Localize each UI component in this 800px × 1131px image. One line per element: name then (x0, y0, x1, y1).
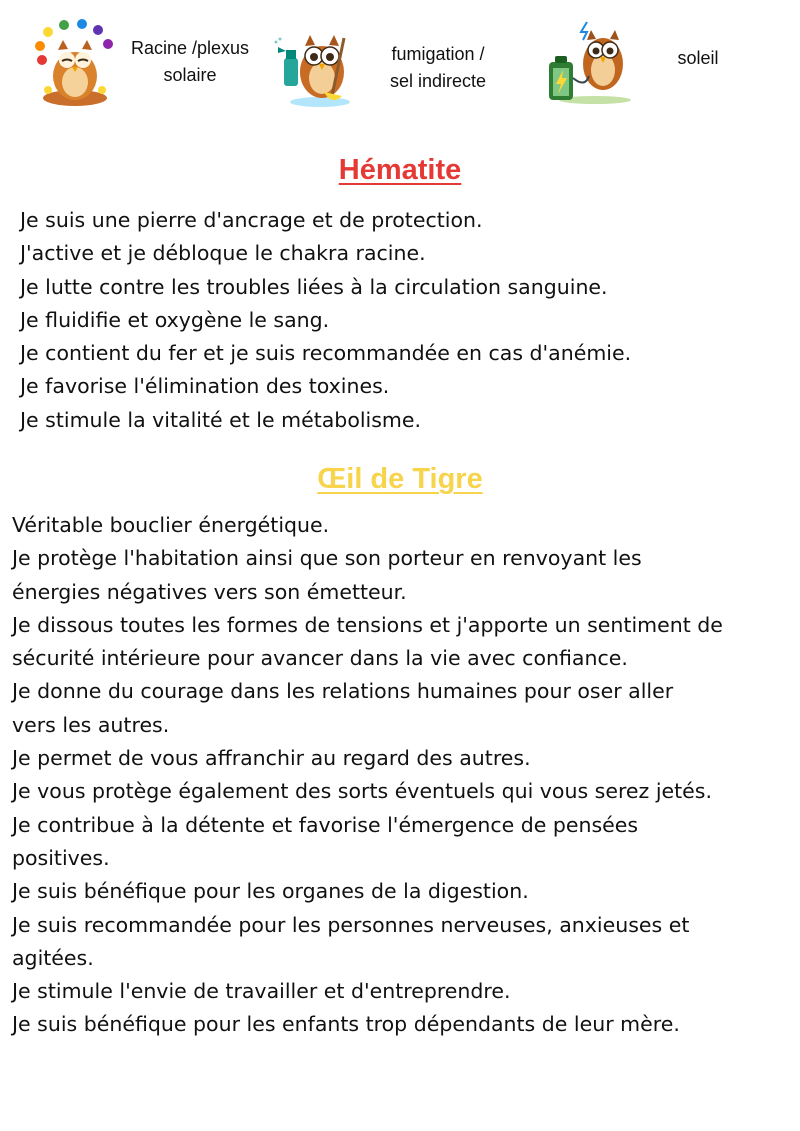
list-item: positives. (12, 845, 110, 870)
header-label-3 (628, 45, 768, 72)
list-item: Je donne du courage dans les relations humaines pour oser aller (12, 679, 674, 704)
oeil-de-tigre-properties-list (12, 509, 723, 1042)
list-item: Je suis bénéfique pour les enfants trop dépendants de leur mère. (12, 1012, 680, 1037)
section-title-oeil-de-tigre: Œil de Tigre (317, 463, 483, 495)
hematite-properties-list (20, 204, 631, 437)
list-item: Je contribue à la détente et favorise l'émergence de pensées (12, 812, 639, 837)
header (0, 0, 800, 115)
list-item: Je suis bénéfique pour les organes de la digestion. (12, 879, 529, 904)
list-item: Je favorise l'élimination des toxines. (20, 374, 390, 399)
list-item: Je lutte contre les troubles liées à la circulation sanguine. (20, 274, 608, 299)
header-label-2-line-2: sel indirecte (389, 71, 487, 91)
list-item: Je suis recommandée pour les personnes nerveuses, anxieuses et (12, 912, 690, 937)
header-label-1-line-2: solaire (163, 65, 217, 85)
header-label-2-line-1: fumigation / (391, 44, 485, 64)
header-label-2 (368, 41, 508, 95)
list-item: Je stimule la vitalité et le métabolisme. (20, 407, 422, 432)
list-item: Je protège l'habitation ainsi que son porteur en renvoyant les (12, 546, 642, 571)
cleaning-owl-spray-icon (272, 20, 362, 110)
list-item: Je vous protège également des sorts éventuels qui vous serez jetés. (12, 779, 712, 804)
meditating-owl-chakras-icon (30, 18, 120, 108)
owl-battery-charging-icon (545, 18, 635, 108)
list-item: énergies négatives vers son émetteur. (12, 579, 407, 604)
section-title-hematite: Hématite (338, 154, 462, 186)
header-label-3-line-1: soleil (677, 48, 719, 68)
list-item: sécurité intérieure pour avancer dans la vie avec confiance. (12, 646, 628, 671)
list-item: Je permet de vous affranchir au regard des autres. (12, 746, 531, 771)
list-item: vers les autres. (12, 712, 170, 737)
list-item: Je stimule l'envie de travailler et d'entreprendre. (12, 979, 511, 1004)
list-item: agitées. (12, 945, 94, 970)
list-item: J'active et je débloque le chakra racine. (20, 241, 426, 266)
list-item: Je contient du fer et je suis recommandée en cas d'anémie. (20, 341, 632, 366)
list-item: Je dissous toutes les formes de tensions et j'apporte un sentiment de (12, 612, 723, 637)
list-item: Je fluidifie et oxygène le sang. (20, 307, 330, 332)
list-item: Je suis une pierre d'ancrage et de protection. (20, 208, 483, 232)
header-label-1 (120, 35, 260, 89)
list-item: Véritable bouclier énergétique. (12, 513, 330, 537)
header-label-1-line-1: Racine /plexus (130, 38, 250, 58)
